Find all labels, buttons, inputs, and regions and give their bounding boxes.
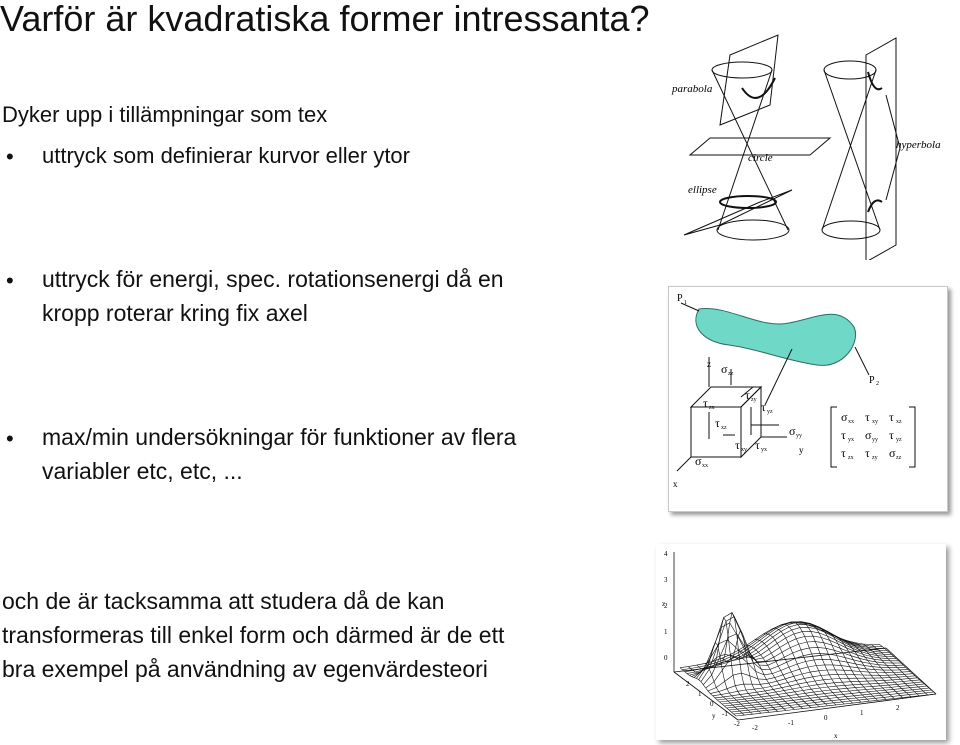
label-ellipse: ellipse	[688, 184, 717, 196]
matrix-subscript: xy	[872, 419, 878, 425]
svg-text:zz: zz	[728, 371, 734, 377]
surface-mesh	[680, 613, 936, 716]
rigid-body-shape	[696, 309, 856, 366]
x-tick-label: -2	[752, 724, 758, 732]
y-axis-label: y	[712, 712, 716, 720]
matrix-subscript: zz	[896, 455, 902, 461]
svg-text:y: y	[799, 445, 804, 455]
svg-text:zx: zx	[709, 405, 715, 411]
svg-text:yy: yy	[796, 433, 802, 439]
svg-text:x: x	[673, 479, 678, 489]
svg-text:P: P	[677, 293, 683, 304]
closing-line3: bra exempel på användning av egenvärdesteori	[2, 656, 488, 682]
bullet-maxmin-line2: variabler etc, etc, ...	[42, 458, 243, 484]
svg-text:2: 2	[876, 381, 879, 387]
bullet-marker: •	[6, 144, 14, 169]
z-tick-label: 1	[664, 628, 668, 636]
svg-text:1: 1	[684, 300, 687, 306]
svg-text:zy: zy	[751, 397, 757, 403]
stress-tensor-figure	[669, 287, 947, 511]
matrix-symbol: τ	[889, 428, 894, 442]
surface-plot-frame	[656, 544, 946, 740]
z-tick-label: 3	[664, 576, 668, 584]
label-parabola: parabola	[672, 83, 713, 95]
matrix-subscript: zy	[872, 455, 878, 461]
svg-text:τ: τ	[755, 438, 760, 452]
svg-text:σ: σ	[789, 424, 796, 438]
closing-line1: och de är tacksamma att studera då de kan	[2, 588, 445, 614]
matrix-symbol: τ	[841, 446, 846, 460]
mesh-line	[717, 678, 917, 700]
mesh-line	[863, 644, 919, 696]
x-tick-label: -1	[788, 719, 794, 727]
y-tick-label: 1	[698, 690, 702, 698]
matrix-subscript: xx	[848, 419, 854, 425]
z-tick-label: 0	[664, 654, 668, 662]
y-tick-label: -2	[734, 720, 740, 728]
matrix-subscript: zx	[848, 455, 854, 461]
mesh-line	[680, 668, 736, 716]
svg-text:σ: σ	[721, 362, 728, 376]
svg-text:τ: τ	[715, 416, 720, 430]
y-tick-label: 0	[710, 700, 714, 708]
stress-matrix	[841, 410, 902, 461]
bullet-energy-line1: uttryck för energi, spec. rotationsenergi då en	[42, 266, 504, 292]
matrix-subscript: yx	[848, 437, 854, 443]
matrix-symbol: σ	[841, 410, 848, 424]
matrix-symbol: τ	[841, 428, 846, 442]
svg-text:P: P	[869, 375, 875, 386]
label-hyperbola: hyperbola	[896, 139, 941, 151]
mesh-line	[736, 694, 936, 716]
svg-text:xy: xy	[741, 447, 747, 453]
svg-text:yx: yx	[761, 447, 767, 453]
conic-sections-figure	[660, 30, 950, 260]
x-tick-label: 2	[896, 704, 900, 712]
mesh-line	[731, 690, 931, 712]
stress-figure-frame	[668, 286, 948, 512]
svg-text:τ: τ	[761, 400, 766, 414]
x-tick-label: 0	[824, 714, 828, 722]
svg-text:xx: xx	[702, 463, 708, 469]
label-circle: circle	[748, 152, 773, 164]
y-tick-label: 2	[686, 680, 690, 688]
matrix-symbol: σ	[865, 428, 872, 442]
x-tick-label: 1	[860, 709, 864, 717]
matrix-subscript: yz	[896, 437, 902, 443]
svg-text:z: z	[707, 359, 711, 369]
closing-line2: transformeras till enkel form och därmed är de ett	[2, 622, 505, 648]
matrix-subscript: yy	[872, 437, 878, 443]
y-tick-label: -1	[722, 710, 728, 718]
bullet-maxmin-line1: max/min undersökningar för funktioner av flera	[42, 424, 517, 450]
z-axis-label: z	[662, 600, 666, 608]
svg-text:yz: yz	[767, 409, 773, 415]
bullet-marker: •	[6, 268, 14, 293]
svg-text:xz: xz	[721, 425, 727, 431]
bullet-marker: •	[6, 426, 14, 451]
matrix-subscript: xz	[896, 419, 902, 425]
matrix-symbol: τ	[865, 410, 870, 424]
mesh-line	[763, 634, 819, 707]
slide-title: Varför är kvadratiska former intressanta?	[0, 0, 650, 39]
svg-text:τ: τ	[703, 396, 708, 410]
matrix-symbol: σ	[889, 446, 896, 460]
matrix-symbol: τ	[865, 446, 870, 460]
bullet-curves: uttryck som definierar kurvor eller ytor	[42, 143, 410, 168]
svg-text:τ: τ	[745, 388, 750, 402]
intro-text: Dyker upp i tillämpningar som tex	[2, 102, 328, 127]
matrix-symbol: τ	[889, 410, 894, 424]
surface-plot	[656, 544, 946, 740]
svg-text:σ: σ	[695, 454, 702, 468]
mesh-line	[880, 645, 936, 694]
z-tick-label: 4	[664, 550, 668, 558]
z-tick-label: 2	[664, 602, 668, 610]
svg-text:τ: τ	[735, 438, 740, 452]
x-axis-label: x	[834, 732, 838, 740]
bullet-energy-line2: kropp roterar kring fix axel	[42, 300, 308, 326]
